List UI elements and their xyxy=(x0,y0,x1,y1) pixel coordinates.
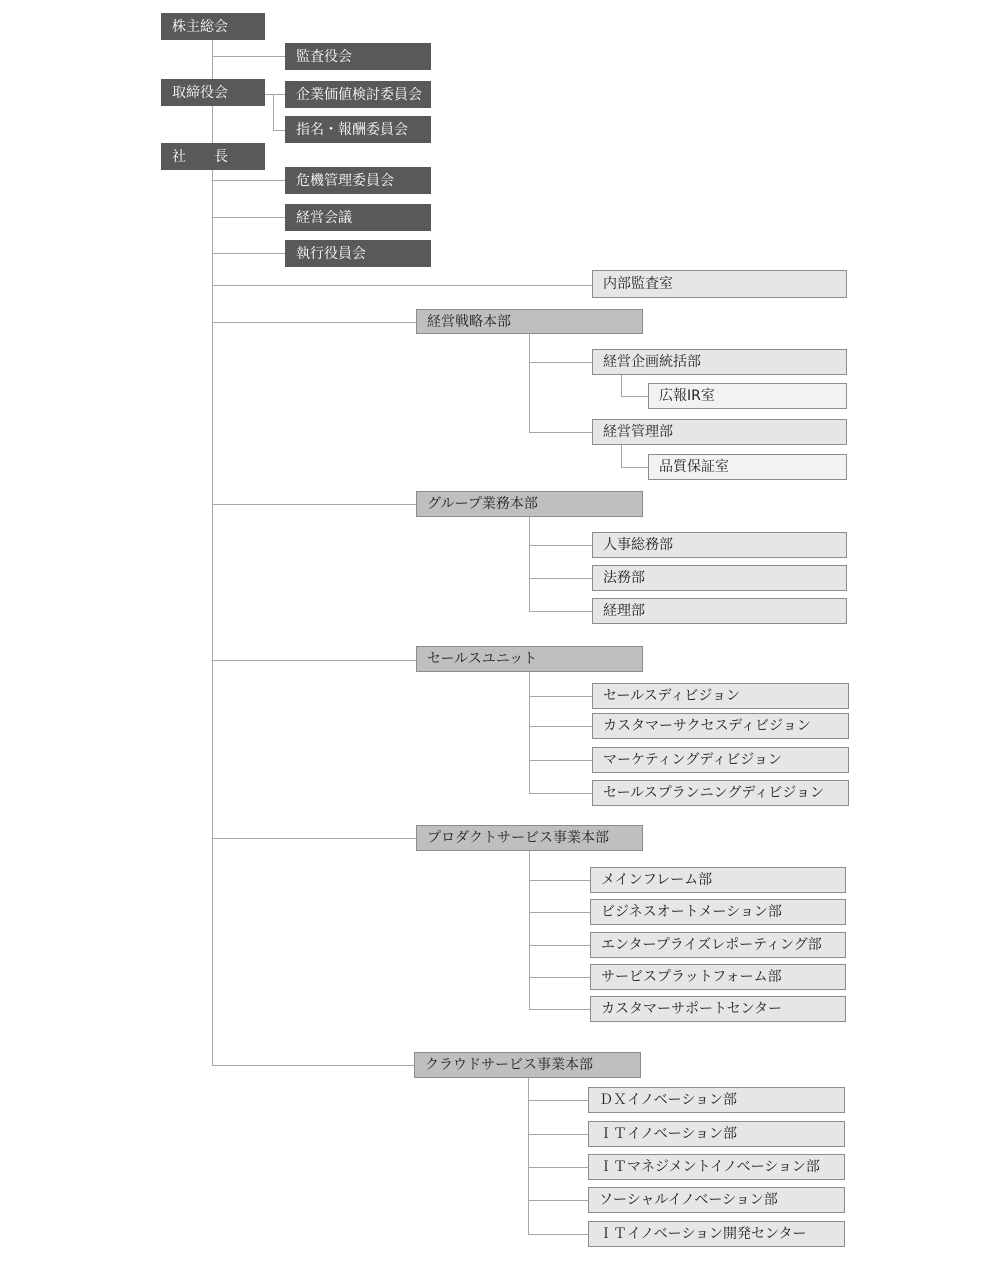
connector-line xyxy=(529,545,592,546)
connector-line xyxy=(529,945,590,946)
planning-department-box: 経営企画統括部 xyxy=(592,349,847,375)
connector-line xyxy=(529,726,592,727)
department-box: 経理部 xyxy=(592,598,847,624)
connector-line xyxy=(621,374,622,396)
department-box: ＩＴマネジメントイノベーション部 xyxy=(588,1154,845,1180)
department-box: カスタマーサポートセンター xyxy=(590,996,846,1022)
connector-line xyxy=(212,217,285,218)
executive-officers-box: 執行役員会 xyxy=(285,240,431,267)
connector-line xyxy=(212,40,213,80)
connector-line xyxy=(528,1234,588,1235)
division-product-box: プロダクトサービス事業本部 xyxy=(416,825,643,851)
department-box: ＩＴイノベーション開発センター xyxy=(588,1221,845,1247)
connector-line xyxy=(529,977,590,978)
department-box: サービスプラットフォーム部 xyxy=(590,964,846,990)
division-strategy-box: 経営戦略本部 xyxy=(416,309,643,334)
department-box: 法務部 xyxy=(592,565,847,591)
connector-line xyxy=(529,912,590,913)
connector-line xyxy=(273,130,285,131)
department-box: セールスディビジョン xyxy=(592,683,849,709)
connector-line xyxy=(621,396,648,397)
department-box: カスタマーサクセスディビジョン xyxy=(592,713,849,739)
department-box: メインフレーム部 xyxy=(590,867,846,893)
internal-audit-box: 内部監査室 xyxy=(592,270,847,298)
connector-line xyxy=(529,362,592,363)
quality-assurance-office-box: 品質保証室 xyxy=(648,454,847,480)
department-box: セールスプランニングディビジョン xyxy=(592,780,849,806)
connector-line xyxy=(212,106,213,144)
department-box: ソーシャルイノベーション部 xyxy=(588,1187,845,1213)
shareholders-meeting-box: 株主総会 xyxy=(161,13,265,40)
connector-line xyxy=(529,696,592,697)
connector-line xyxy=(529,432,592,433)
connector-line xyxy=(529,793,592,794)
connector-line xyxy=(529,1009,590,1010)
board-of-directors-box: 取締役会 xyxy=(161,79,265,106)
connector-line xyxy=(212,504,416,505)
nomination-compensation-committee-box: 指名・報酬委員会 xyxy=(285,116,431,143)
department-box: エンタープライズレポーティング部 xyxy=(590,932,846,958)
connector-line xyxy=(212,660,416,661)
connector-line xyxy=(529,578,592,579)
department-box: マーケティングディビジョン xyxy=(592,747,849,773)
connector-line xyxy=(212,838,416,839)
department-box: ＤＸイノベーション部 xyxy=(588,1087,845,1113)
connector-line xyxy=(212,322,416,323)
risk-management-committee-box: 危機管理委員会 xyxy=(285,167,431,194)
department-box: 人事総務部 xyxy=(592,532,847,558)
president-box: 社 長 xyxy=(161,143,265,170)
connector-line xyxy=(528,1167,588,1168)
department-box: ビジネスオートメーション部 xyxy=(590,899,846,925)
connector-line xyxy=(529,671,530,793)
connector-line xyxy=(212,253,285,254)
connector-line xyxy=(529,516,530,611)
connector-line xyxy=(212,56,285,57)
audit-board-box: 監査役会 xyxy=(285,43,431,70)
management-meeting-box: 経営会議 xyxy=(285,204,431,231)
connector-line xyxy=(621,444,622,467)
management-department-box: 経営管理部 xyxy=(592,419,847,445)
division-group-box: グループ業務本部 xyxy=(416,491,643,517)
connector-line xyxy=(529,760,592,761)
connector-line xyxy=(528,1200,588,1201)
connector-line xyxy=(529,850,530,1009)
division-cloud-box: クラウドサービス事業本部 xyxy=(414,1052,641,1078)
connector-line xyxy=(264,94,285,95)
president-spine-line xyxy=(212,170,213,1065)
connector-line xyxy=(273,94,274,130)
connector-line xyxy=(212,1065,414,1066)
connector-line xyxy=(529,880,590,881)
connector-line xyxy=(528,1100,588,1101)
connector-line xyxy=(529,611,592,612)
corporate-value-committee-box: 企業価値検討委員会 xyxy=(285,81,431,108)
division-sales-box: セールスユニット xyxy=(416,646,643,672)
connector-line xyxy=(529,333,530,433)
connector-line xyxy=(621,467,648,468)
connector-line xyxy=(212,180,285,181)
connector-line xyxy=(212,285,592,286)
connector-line xyxy=(528,1134,588,1135)
department-box: ＩＴイノベーション部 xyxy=(588,1121,845,1147)
pr-ir-office-box: 広報IR室 xyxy=(648,383,847,409)
